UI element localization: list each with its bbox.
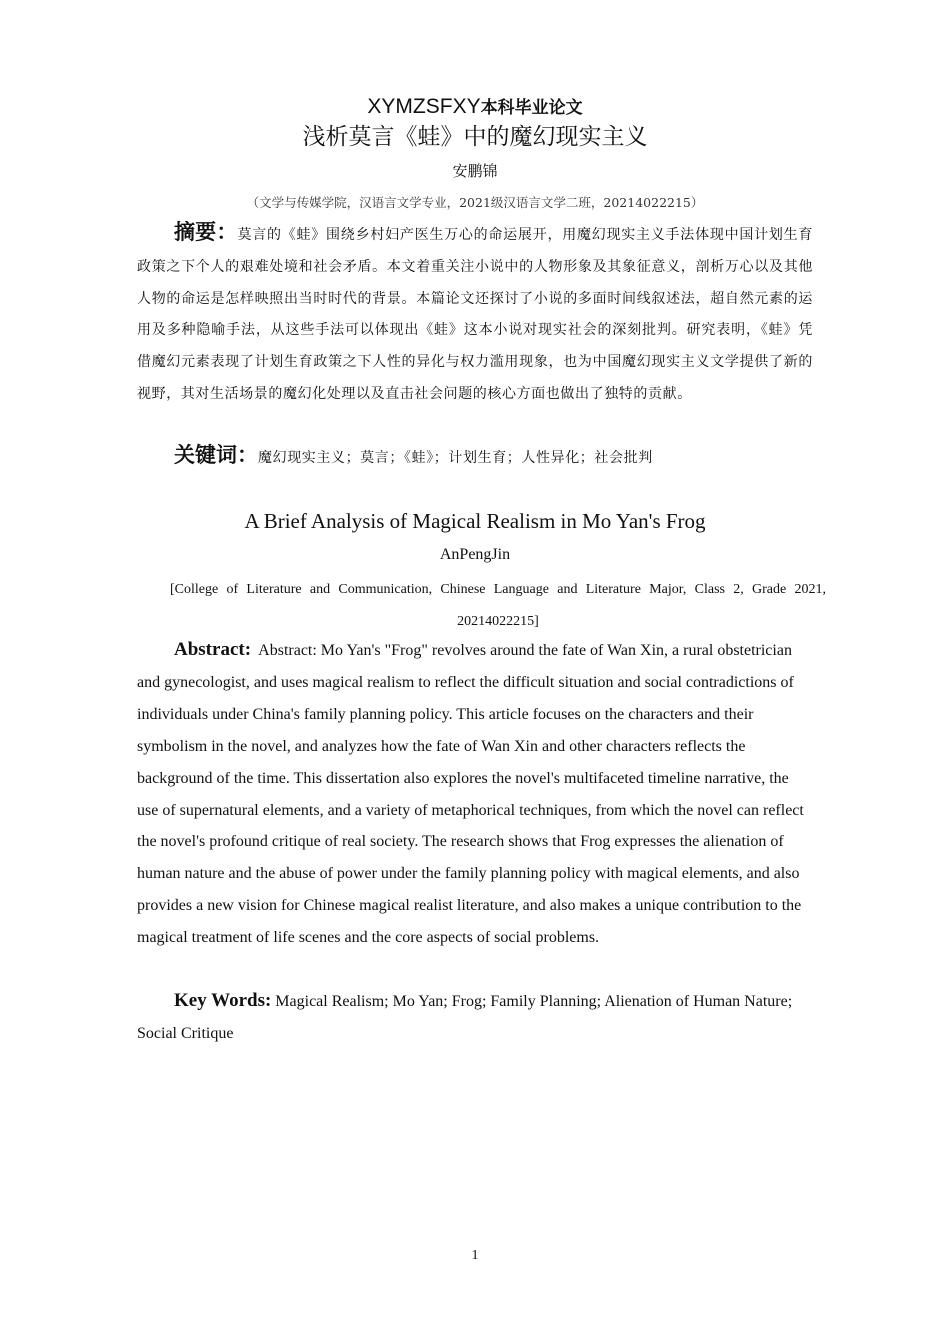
english-affiliation: [College of Literature and Communication, Chinese Language and Literature Major, Class 2, Grade 2021, 20214022215] <box>170 582 826 629</box>
english-title: A Brief Analysis of Magical Realism in Mo Yan's Frog <box>244 509 706 533</box>
chinese-title: 浅析莫言《蛙》中的魔幻现实主义 <box>302 124 648 150</box>
english-keywords-label: Key Words: <box>174 990 272 1011</box>
english-keywords-text: Magical Realism; Mo Yan; Frog; Family Planning; Alienation of Human Nature; Social Critique <box>137 993 793 1042</box>
chinese-author: 安鹏锦 <box>452 162 498 180</box>
page-number: 1 <box>471 1248 479 1263</box>
english-abstract-label: Abstract: <box>174 639 252 660</box>
chinese-abstract-text: 莫言的《蛙》围绕乡村妇产医生万心的命运展开，用魔幻现实主义手法体现中国计划生育政策之下个人的艰难处境和社会矛盾。本文着重关注小说中的人物形象及其象征意义，剖析万心以及其他人物的命运是怎样映照出当时时代的背景。本篇论文还探讨了小说的多面时间线叙述法，超自然元素的运用及多种隐喻手法，从这些手法可以体现出《蛙》这本小说对现实社会的深刻批判。研究表明，《蛙》凭借魔幻元素表现了计划生育政策之下人性的异化与权力滥用现象，也为中国魔幻现实主义文学提供了新的视野，其对生活场景的魔幻化处理以及直击社会问题的核心方面也做出了独特的贡献。 <box>137 227 813 402</box>
thesis-header <box>0 92 950 123</box>
english-keywords <box>137 985 813 1050</box>
chinese-abstract-label: 摘要： <box>174 220 238 244</box>
chinese-keywords-label: 关键词： <box>174 443 258 467</box>
english-author: AnPengJin <box>439 546 511 563</box>
english-abstract <box>137 634 813 954</box>
thesis-type: 本科毕业论文 <box>480 98 583 118</box>
chinese-abstract <box>137 217 813 411</box>
chinese-keywords <box>137 440 813 475</box>
school-code: XYMZSFXY <box>367 95 481 118</box>
chinese-keywords-text: 魔幻现实主义；莫言；《蛙》；计划生育；人性异化；社会批判 <box>258 450 653 466</box>
english-abstract-text: Abstract: Mo Yan's "Frog" revolves around the fate of Wan Xin, a rural obstetrician and gynecologist, and uses magical realism to reflect the difficult situation and social contradictions of individuals under China's family planning policy. This article focuses on the characters and their symbolism in the novel, and analyzes how the fate of Wan Xin and other characters reflects the background of the time. This dissertation also explores the novel's multifaceted timeline narrative, the use of supernatural elements, and a variety of metaphorical techniques, from which the novel can reflect the novel's profound critique of real society. The research shows that Frog expresses the alienation of human nature and the abuse of power under the family planning policy with magical elements, and also provides a new vision for Chinese magical realist literature, and also makes a unique contribution to the magical treatment of life scenes and the core aspects of social problems. <box>137 642 804 947</box>
chinese-affiliation: （文学与传媒学院，汉语言文学专业，2021级汉语言文学二班，20214022215） <box>246 195 704 210</box>
